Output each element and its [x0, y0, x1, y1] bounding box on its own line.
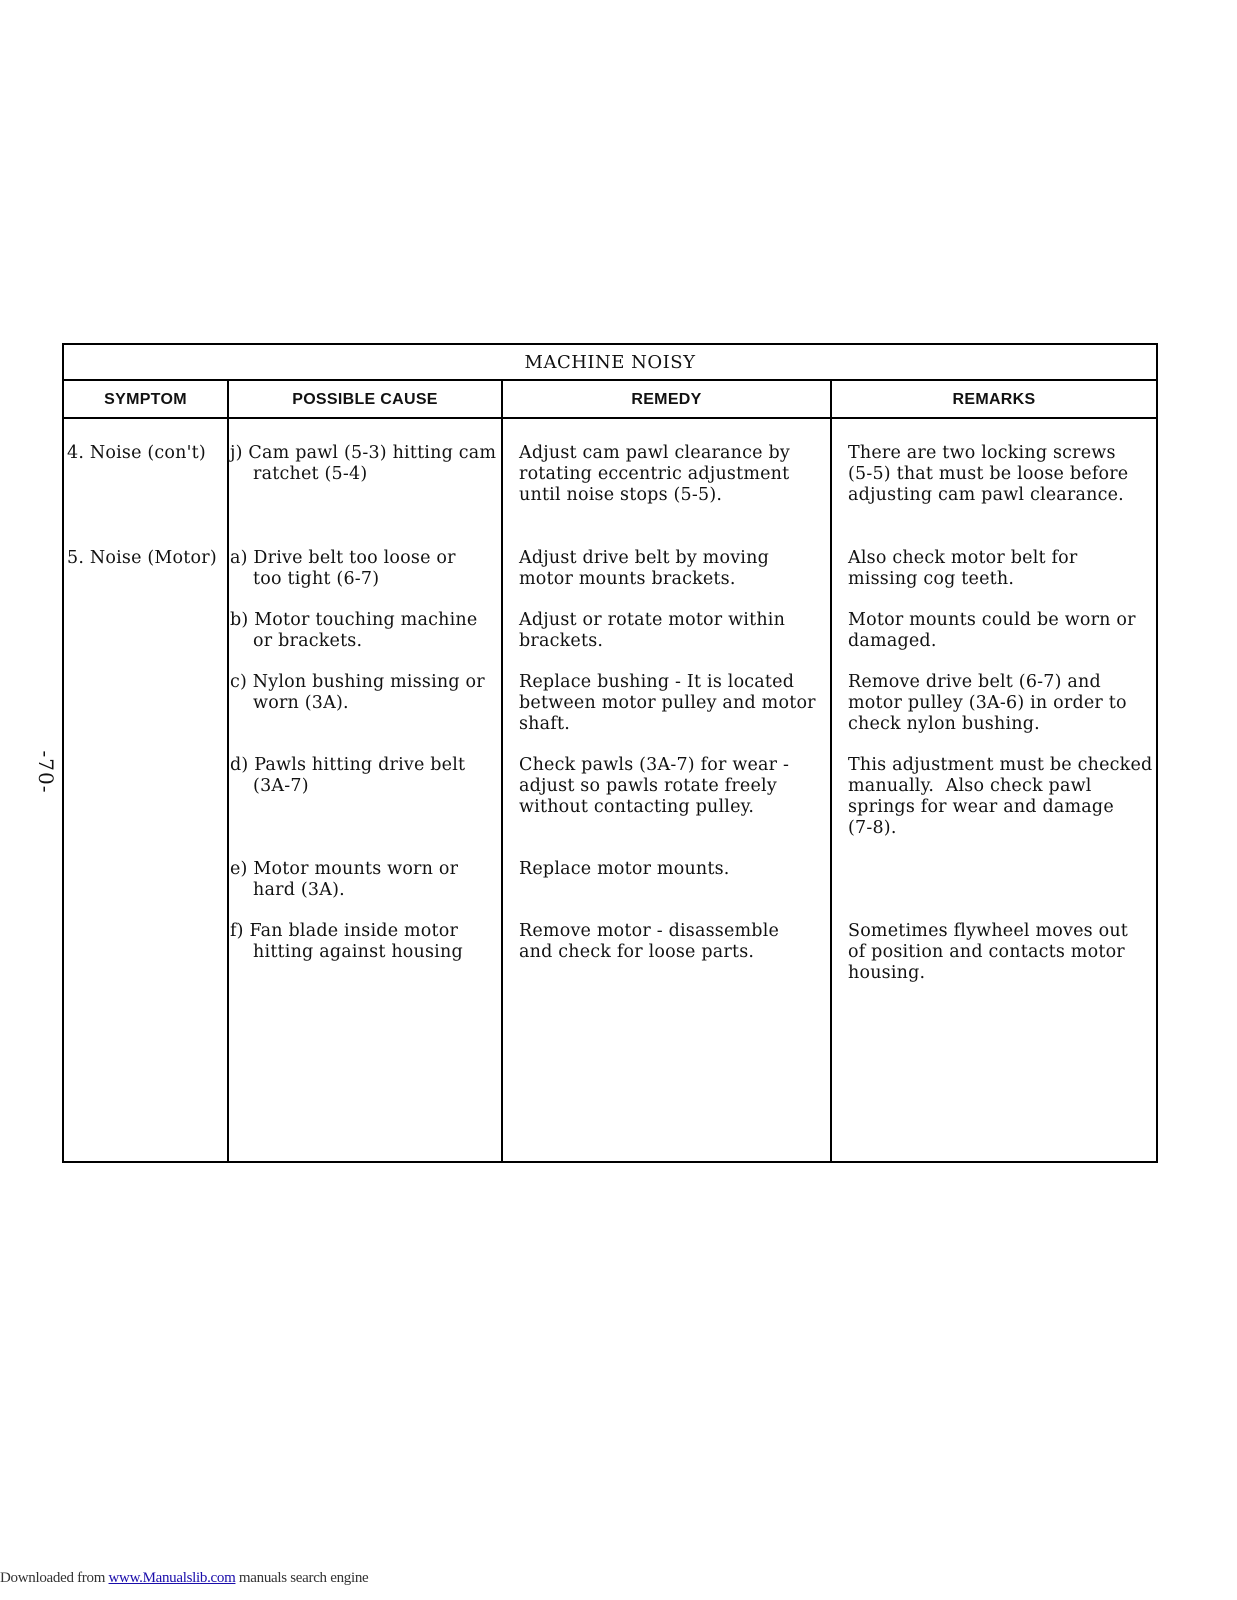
remarks-cell: Motor mounts could be worn or damaged.: [848, 610, 1136, 651]
footer-prefix: Downloaded from: [0, 1570, 109, 1586]
header-remarks: REMARKS: [952, 391, 1036, 408]
cause-cell: d) Pawls hitting drive belt (3A-7): [230, 755, 466, 796]
column-divider: [227, 381, 229, 1161]
footer-suffix: manuals search engine: [235, 1570, 369, 1586]
remedy-cell: Check pawls (3A-7) for wear - adjust so pawls rotate freely without contacting pulley.: [519, 755, 790, 817]
remarks-cell: This adjustment must be checked manually. Also check pawl springs for wear and damage (7-8).: [848, 755, 1153, 838]
column-divider: [830, 381, 832, 1161]
cause-cell: c) Nylon bushing missing or worn (3A).: [230, 672, 485, 713]
remarks-cell: Also check motor belt for missing cog teeth.: [848, 548, 1078, 589]
header-symptom: SYMPTOM: [104, 391, 187, 408]
download-footer: [0, 1570, 368, 1587]
column-divider: [501, 381, 503, 1161]
manualslib-link[interactable]: www.Manualslib.com: [108, 1570, 236, 1586]
table-title: MACHINE NOISY: [64, 345, 1156, 381]
remedy-cell: Remove motor - disassemble and check for loose parts.: [519, 921, 780, 962]
remarks-cell: Sometimes flywheel moves out of position and contacts motor housing.: [848, 921, 1129, 983]
cause-cell: a) Drive belt too loose or too tight (6-7): [230, 548, 456, 589]
remarks-cell: There are two locking screws (5-5) that must be loose before adjusting cam pawl clearance.: [848, 443, 1129, 505]
remedy-cell: Adjust cam pawl clearance by rotating eccentric adjustment until noise stops (5-5).: [519, 443, 790, 505]
page-number: -70-: [34, 750, 58, 794]
troubleshooting-table: [62, 343, 1158, 1163]
symptom-cell: 4. Noise (con't): [67, 443, 206, 463]
cause-cell: j) Cam pawl (5-3) hitting cam ratchet (5-4): [230, 443, 497, 484]
cause-cell: f) Fan blade inside motor hitting against housing: [230, 921, 463, 962]
symptom-cell: 5. Noise (Motor): [67, 548, 217, 568]
remedy-cell: Replace bushing - It is located between motor pulley and motor shaft.: [519, 672, 816, 734]
remedy-cell: Adjust drive belt by moving motor mounts brackets.: [519, 548, 769, 589]
header-possible-cause: POSSIBLE CAUSE: [292, 391, 438, 408]
cause-cell: e) Motor mounts worn or hard (3A).: [230, 859, 459, 900]
cause-cell: b) Motor touching machine or brackets.: [230, 610, 478, 651]
remedy-cell: Adjust or rotate motor within brackets.: [519, 610, 786, 651]
remedy-cell: Replace motor mounts.: [519, 859, 730, 879]
header-remedy: REMEDY: [631, 391, 702, 408]
remarks-cell: Remove drive belt (6-7) and motor pulley (3A-6) in order to check nylon bushing.: [848, 672, 1127, 734]
